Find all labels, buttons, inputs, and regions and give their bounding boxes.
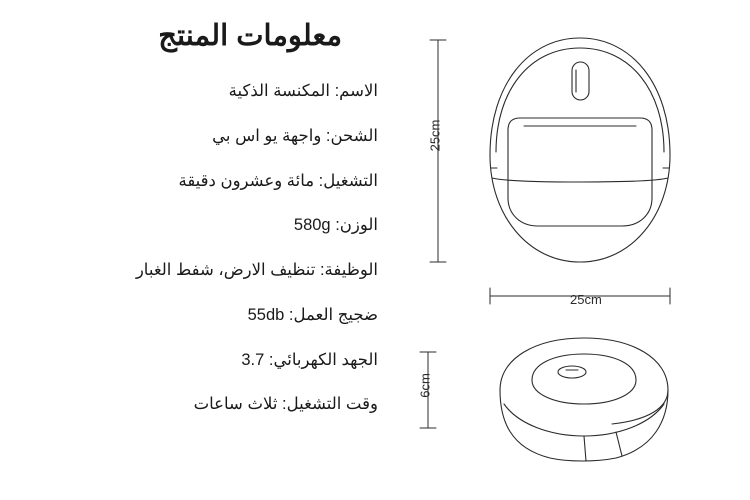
- spec-item-name: الاسم: المكنسة الذكية: [228, 82, 378, 100]
- dimension-label-side-height: 6cm: [417, 373, 433, 398]
- product-illustration: [400, 0, 750, 500]
- side-view-drawing: [500, 338, 668, 461]
- spec-item-charging: الشحن: واجهة يو اس بي: [212, 126, 378, 145]
- spec-item-runtime: وقت التشغيل: ثلاث ساعات: [193, 395, 378, 414]
- top-view-drawing: [490, 38, 670, 262]
- spec-item-noise: ضجيج العمل: 55db: [247, 305, 378, 324]
- spec-item-function: الوظيفة: تنظيف الارض، شفط الغبار: [135, 261, 378, 280]
- dimension-label-top-height: 25cm: [427, 119, 443, 152]
- spec-item-operation: التشغيل: مائة وعشرون دقيقة: [178, 171, 378, 190]
- page-title: معلومات المنتج: [158, 20, 342, 52]
- spec-item-voltage: الجهد الكهربائي: 3.7: [241, 350, 378, 369]
- spec-list: [20, 80, 400, 438]
- dimension-label-top-width: 25cm: [570, 292, 602, 307]
- spec-item-weight: الوزن: 580g: [293, 216, 378, 235]
- product-line-drawing: [400, 0, 750, 500]
